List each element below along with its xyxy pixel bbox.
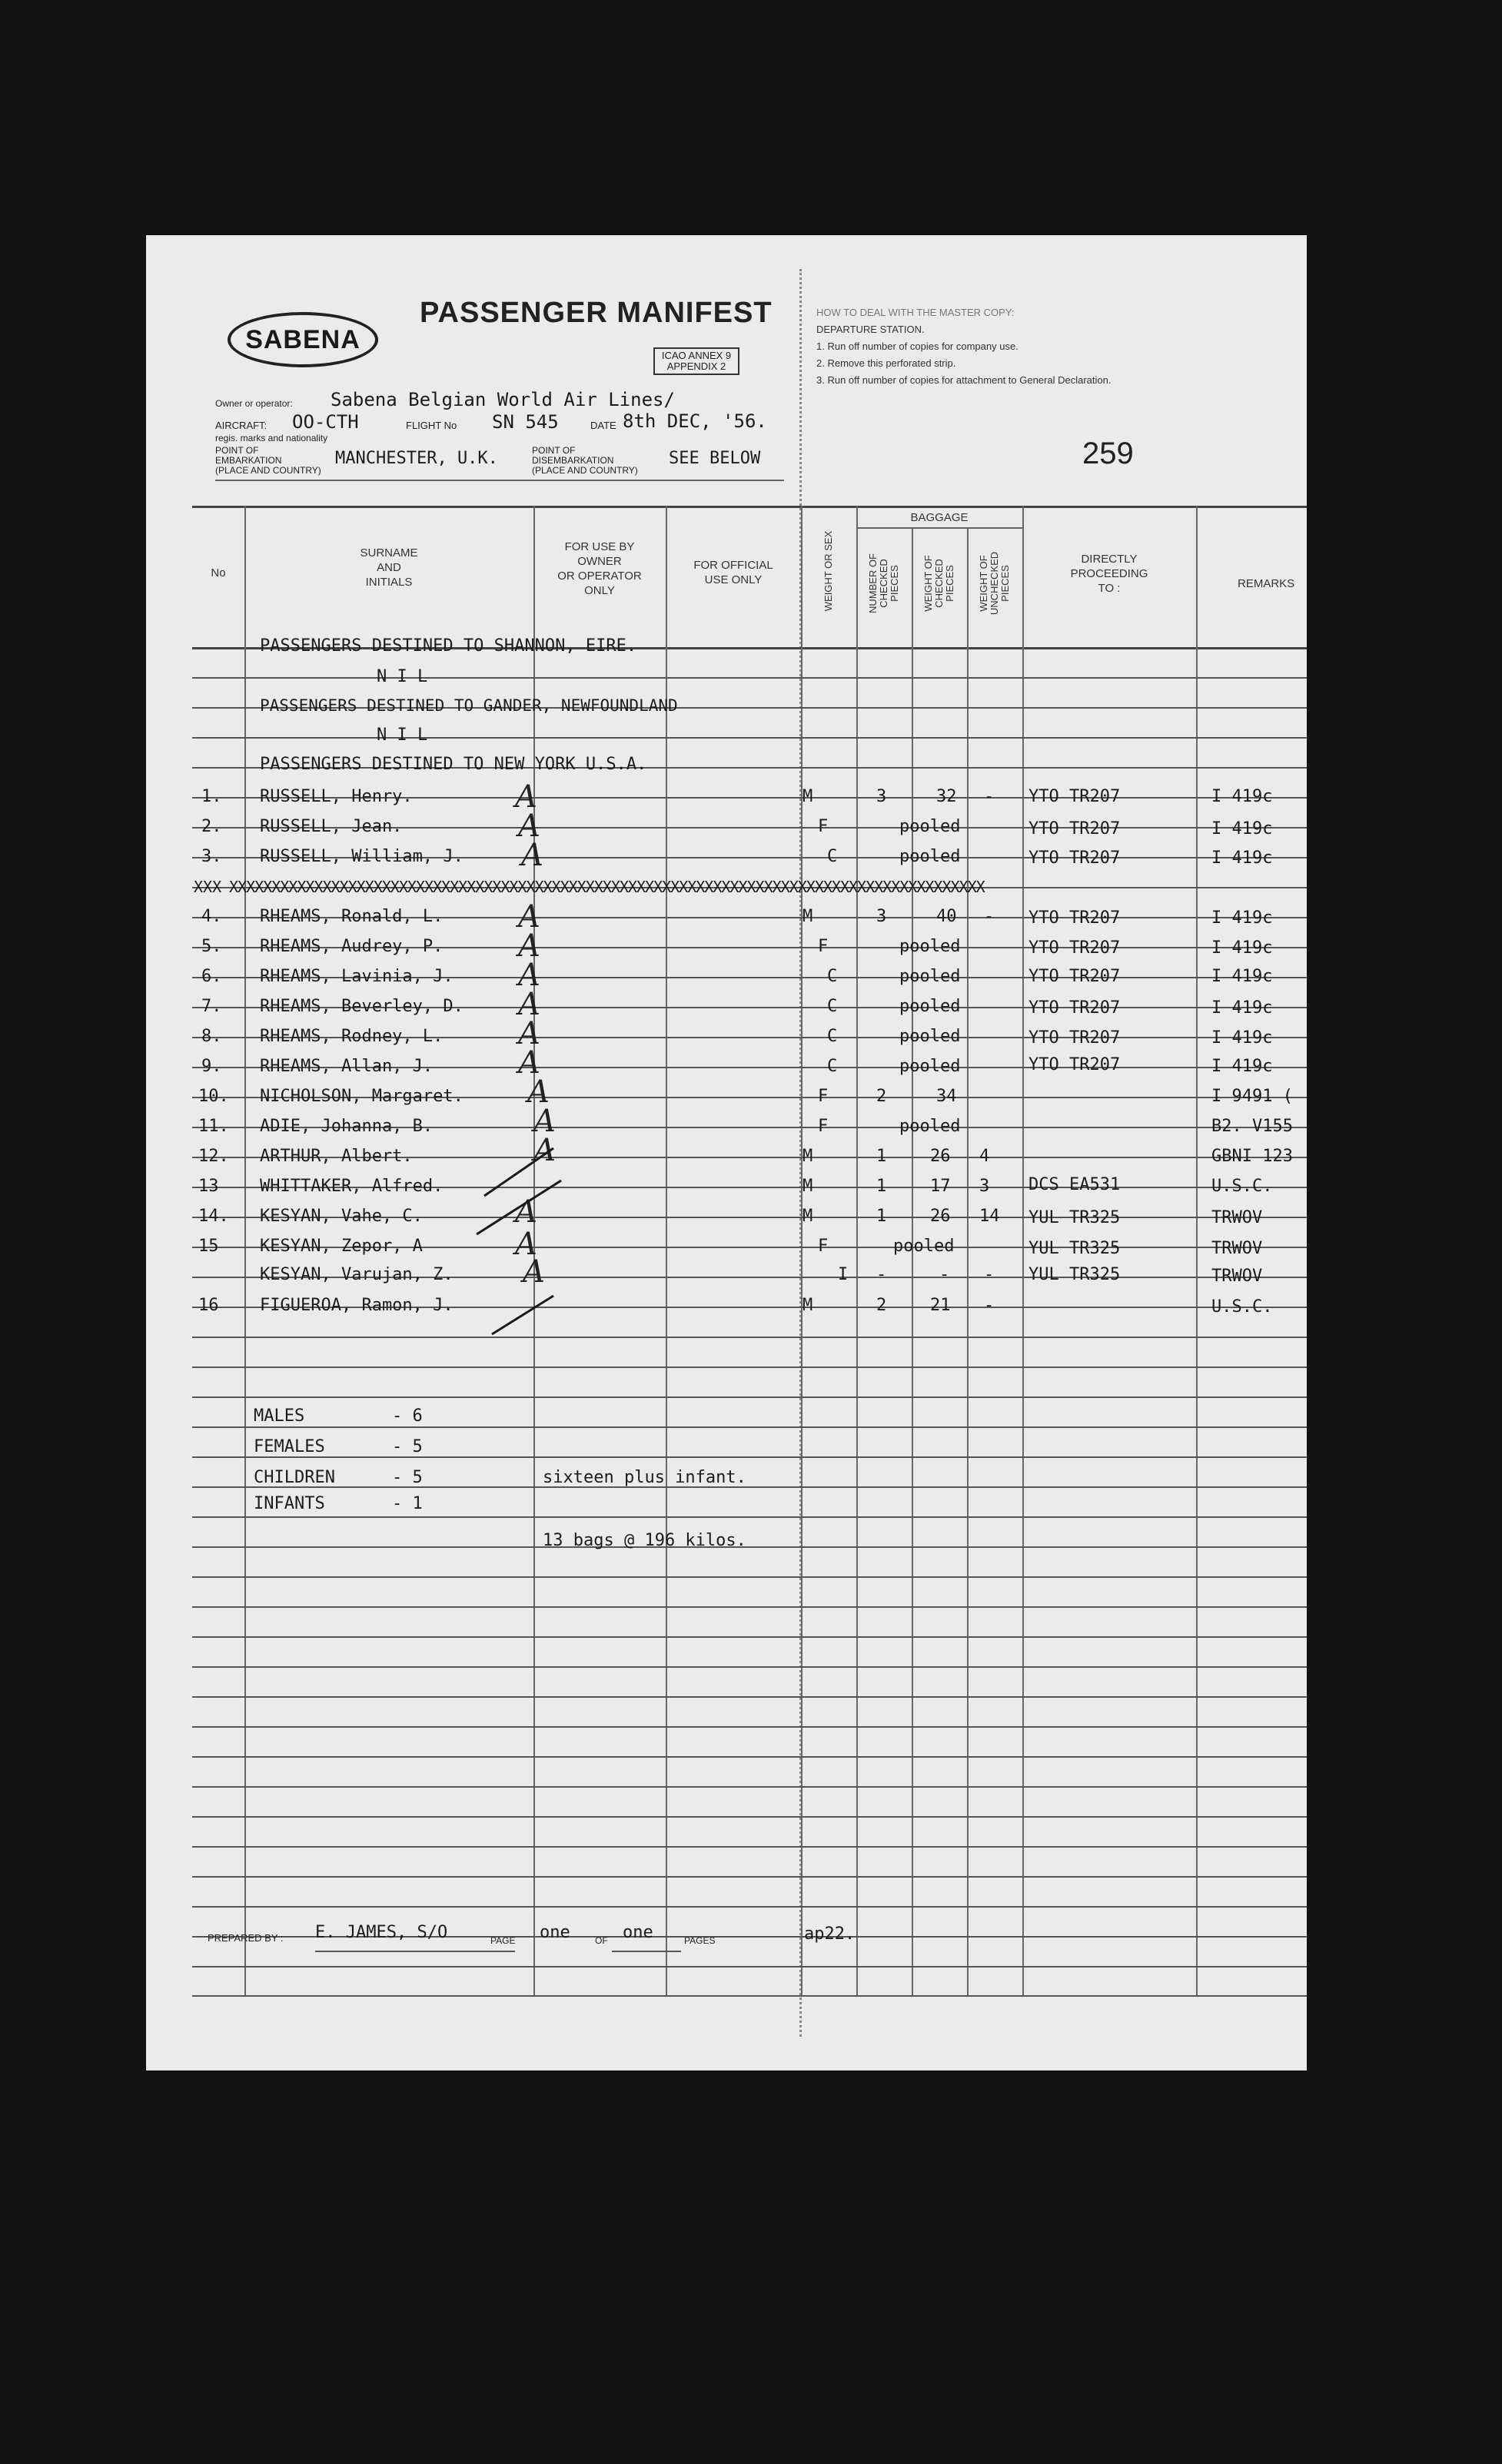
females-count: - 5 — [392, 1437, 423, 1456]
instructions — [816, 304, 1111, 389]
passenger-name: KESYAN, Vahe, C. — [260, 1207, 423, 1226]
manifest-sheet — [146, 235, 1307, 2070]
checked-pieces: 1 — [876, 1177, 887, 1196]
check-mark-icon: A — [523, 1254, 545, 1290]
sex: M — [803, 1177, 813, 1196]
check-mark-icon: A — [521, 838, 543, 873]
destination: YTO TR207 — [1028, 787, 1121, 806]
table-top-border — [192, 506, 1307, 508]
passenger-name: RUSSELL, Henry. — [260, 787, 413, 806]
row-number: 6. — [201, 967, 222, 986]
unchecked-weight: 14 — [979, 1207, 1000, 1226]
remarks: I 419c — [1211, 787, 1273, 806]
passenger-name: RUSSELL, Jean. — [260, 817, 403, 836]
col-header-remarks: REMARKS — [1238, 577, 1295, 590]
checked-pieces: 2 — [876, 1087, 887, 1106]
checked-weight: pooled — [899, 847, 961, 866]
page-label: PAGE — [490, 1935, 516, 1946]
checked-weight: pooled — [899, 1057, 961, 1076]
destination: YTO TR207 — [1028, 998, 1121, 1018]
destination: YTO TR207 — [1028, 908, 1121, 928]
remarks: I 419c — [1211, 1028, 1273, 1048]
passenger-name: RHEAMS, Lavinia, J. — [260, 967, 454, 986]
infants-count: - 1 — [392, 1494, 423, 1513]
passenger-name: RHEAMS, Audrey, P. — [260, 937, 444, 956]
col-header-baggage: BAGGAGE — [910, 511, 969, 524]
instruction-line-3: 2. Remove this perforated strip. — [816, 357, 956, 369]
sex: F — [818, 1087, 829, 1106]
check-mark-icon: A — [533, 1133, 556, 1168]
check-mark-icon: A — [518, 1016, 540, 1051]
row-number: 8. — [201, 1027, 222, 1046]
row-number: 15 — [198, 1237, 219, 1256]
infants-label: INFANTS — [254, 1494, 325, 1513]
prepared-by-underline — [315, 1951, 515, 1952]
passenger-name: RHEAMS, Ronald, L. — [260, 907, 444, 926]
checked-weight: 32 — [936, 787, 957, 806]
col-header-owner-use: FOR USE BY OWNER OR OPERATOR ONLY — [557, 540, 642, 597]
sex: F — [818, 817, 829, 836]
prepared-by-value: E. JAMES, S/O — [315, 1923, 448, 1942]
check-mark-icon: A — [527, 1074, 550, 1110]
remarks: I 419c — [1211, 1057, 1273, 1076]
remarks: TRWOV — [1211, 1208, 1263, 1227]
col-line-official — [801, 506, 803, 1997]
checked-weight: 26 — [930, 1147, 951, 1166]
col-header-official-use: FOR OFFICIAL USE ONLY — [693, 559, 773, 586]
remarks: I 419c — [1211, 908, 1273, 928]
checked-weight: pooled — [899, 1117, 961, 1136]
sex: C — [827, 1027, 838, 1046]
passenger-name: NICHOLSON, Margaret. — [260, 1087, 464, 1106]
passenger-name: RHEAMS, Beverley, D. — [260, 997, 464, 1016]
checked-weight: pooled — [899, 1027, 961, 1046]
checked-weight: pooled — [899, 937, 961, 956]
regis-label: regis. marks and nationality — [215, 433, 328, 443]
destination: YUL TR325 — [1028, 1239, 1121, 1258]
remarks: TRWOV — [1211, 1267, 1263, 1286]
check-mark-icon: A — [515, 1194, 537, 1230]
remarks: B2. V155 — [1211, 1117, 1293, 1136]
checked-weight: 17 — [930, 1177, 951, 1196]
col-header-weight-unchecked: WEIGHT OF UNCHECKED PIECES — [978, 551, 1011, 616]
date-label: DATE — [590, 420, 616, 431]
row-number: 3. — [201, 847, 222, 866]
row-number: 14. — [198, 1207, 229, 1226]
remarks: I 419c — [1211, 848, 1273, 868]
pages-label: PAGES — [684, 1935, 716, 1946]
col-line-dest — [1196, 506, 1198, 1997]
checked-weight: pooled — [899, 997, 961, 1016]
section-gander: PASSENGERS DESTINED TO GANDER, NEWFOUNDLAND — [260, 696, 678, 715]
unchecked-weight: - — [984, 1265, 995, 1284]
handwritten-stroke-icon — [454, 1142, 577, 1342]
col-line-owner — [666, 506, 667, 1997]
unchecked-weight: - — [984, 787, 995, 806]
destination: YTO TR207 — [1028, 819, 1121, 838]
row-number: 2. — [201, 817, 222, 836]
row-number: 12. — [198, 1147, 229, 1166]
remarks: I 9491 ( — [1211, 1087, 1293, 1106]
checked-pieces: 3 — [876, 907, 887, 926]
check-mark-icon: A — [518, 1045, 540, 1081]
section-shannon-nil: N I L — [377, 667, 428, 686]
section-new-york: PASSENGERS DESTINED TO NEW YORK U.S.A. — [260, 755, 647, 774]
destination: YTO TR207 — [1028, 1055, 1121, 1074]
unchecked-weight: - — [984, 1296, 995, 1315]
baggage-total-note: 13 bags @ 196 kilos. — [543, 1531, 746, 1550]
sex: C — [827, 1057, 838, 1076]
checked-pieces: 3 — [876, 787, 887, 806]
destination: DCS EA531 — [1028, 1175, 1121, 1194]
instruction-line-4: 3. Run off number of copies for attachment to General Declaration. — [816, 374, 1112, 386]
remarks: I 419c — [1211, 938, 1273, 958]
checked-weight: 21 — [930, 1296, 951, 1315]
checked-weight: pooled — [899, 817, 961, 836]
passenger-name: RUSSELL, William, J. — [260, 847, 464, 866]
remarks: I 419c — [1211, 998, 1273, 1018]
struck-entry: XXXXXXXXXXXXXXXXXXXXXXXXXXXXXXXXXXXXXXXXXXXXXXXXXXXXXXXXXXXXXXXXXXXXXXXXXXXXXXXXXXXXXXXXX — [229, 878, 985, 896]
passenger-name: KESYAN, Zepor, A — [260, 1237, 423, 1256]
col-line-no — [244, 506, 246, 1997]
check-mark-icon: A — [518, 958, 540, 993]
checked-weight: 34 — [936, 1087, 957, 1106]
of-value: one — [623, 1923, 653, 1942]
sex: F — [818, 1237, 829, 1256]
check-mark-icon: A — [518, 809, 540, 844]
row-number: XXX — [194, 878, 222, 896]
instruction-line-1: DEPARTURE STATION. — [816, 324, 925, 335]
checked-weight: - — [939, 1265, 950, 1284]
row-number: 11. — [198, 1117, 229, 1136]
embark-label: POINT OF EMBARKATION (PLACE AND COUNTRY) — [215, 445, 321, 476]
logo-text: SABENA — [245, 324, 361, 354]
sex: C — [827, 847, 838, 866]
destination: YTO TR207 — [1028, 848, 1121, 868]
destination: YUL TR325 — [1028, 1208, 1121, 1227]
disembark-value: SEE BELOW — [669, 449, 761, 468]
males-count: - 6 — [392, 1406, 423, 1426]
col-header-directly: DIRECTLY PROCEEDING TO : — [1070, 553, 1148, 595]
checked-weight: pooled — [893, 1237, 955, 1256]
baggage-underline — [856, 527, 1022, 529]
check-mark-icon: A — [515, 1227, 537, 1262]
sex: C — [827, 997, 838, 1016]
checked-pieces: 1 — [876, 1207, 887, 1226]
flight-label: FLIGHT No — [406, 420, 457, 431]
row-number: 10. — [198, 1087, 229, 1106]
row-number: 13 — [198, 1177, 219, 1196]
sex: M — [803, 1207, 813, 1226]
children-label: CHILDREN — [254, 1468, 335, 1487]
aircraft-label: AIRCRAFT: — [215, 420, 268, 431]
sex: F — [818, 1117, 829, 1136]
remarks: I 419c — [1211, 819, 1273, 838]
row-number: 5. — [201, 937, 222, 956]
sex: F — [818, 937, 829, 956]
of-label: OF — [595, 1935, 608, 1946]
aircraft-value: OO-CTH — [292, 411, 359, 433]
owner-value: Sabena Belgian World Air Lines/ — [331, 389, 675, 410]
sex: M — [803, 1296, 813, 1315]
check-mark-icon: A — [518, 928, 540, 964]
sabena-logo — [228, 312, 378, 367]
sex: I — [838, 1265, 849, 1284]
page-value: one — [540, 1923, 570, 1942]
col-line-sex — [856, 506, 858, 1997]
remarks: GBNI 123 — [1211, 1147, 1293, 1166]
destination: YTO TR207 — [1028, 967, 1121, 986]
passenger-name: RHEAMS, Allan, J. — [260, 1057, 434, 1076]
col-header-surname: SURNAME AND INITIALS — [360, 546, 418, 589]
destination: YTO TR207 — [1028, 1028, 1121, 1048]
col-header-no: No — [211, 566, 226, 579]
col-line-pcs — [912, 527, 913, 1997]
prepared-by-label: PREPARED BY : — [208, 1932, 284, 1944]
sex: M — [803, 787, 813, 806]
passenger-name: KESYAN, Varujan, Z. — [260, 1265, 454, 1284]
unchecked-weight: - — [984, 907, 995, 926]
sex: M — [803, 907, 813, 926]
row-number: 1. — [201, 787, 222, 806]
destination: YTO TR207 — [1028, 938, 1121, 958]
checked-pieces: 1 — [876, 1147, 887, 1166]
owner-label: Owner or operator: — [215, 398, 293, 409]
manifest-title: PASSENGER MANIFEST — [420, 297, 773, 329]
passenger-name: RHEAMS, Rodney, L. — [260, 1027, 444, 1046]
check-mark-icon: A — [515, 779, 537, 815]
checked-pieces: - — [876, 1265, 887, 1284]
row-number: 7. — [201, 997, 222, 1016]
section-shannon: PASSENGERS DESTINED TO SHANNON, EIRE. — [260, 636, 637, 656]
instruction-line-0: HOW TO DEAL WITH THE MASTER COPY: — [816, 307, 1015, 318]
passenger-name: FIGUEROA, Ramon, J. — [260, 1296, 454, 1315]
remarks: I 419c — [1211, 967, 1273, 986]
col-header-weight-checked: WEIGHT OF CHECKED PIECES — [922, 555, 955, 612]
remarks: U.S.C. — [1211, 1177, 1273, 1196]
embark-value: MANCHESTER, U.K. — [335, 449, 498, 468]
unchecked-weight: 4 — [979, 1147, 990, 1166]
remarks: TRWOV — [1211, 1239, 1263, 1258]
checked-weight: 26 — [930, 1207, 951, 1226]
sex: M — [803, 1147, 813, 1166]
row-number: 16 — [198, 1296, 219, 1315]
stamp-number: 259 — [1082, 437, 1134, 470]
disembark-label: POINT OF DISEMBARKATION (PLACE AND COUNTRY) — [532, 445, 638, 476]
icao-box: ICAO ANNEX 9 APPENDIX 2 — [653, 347, 739, 375]
passenger-name: WHITTAKER, Alfred. — [260, 1177, 444, 1196]
check-mark-icon: A — [533, 1104, 556, 1139]
of-underline — [612, 1951, 681, 1952]
checked-pieces: 2 — [876, 1296, 887, 1315]
remarks: U.S.C. — [1211, 1297, 1273, 1317]
header-underline — [215, 480, 784, 481]
sex: C — [827, 967, 838, 986]
unchecked-weight: 3 — [979, 1177, 990, 1196]
section-gander-nil: N I L — [377, 726, 428, 745]
passenger-name: ARTHUR, Albert. — [260, 1147, 413, 1166]
check-mark-icon: A — [518, 987, 540, 1022]
males-label: MALES — [254, 1406, 305, 1426]
females-label: FEMALES — [254, 1437, 325, 1456]
col-line-wt — [967, 527, 969, 1997]
instruction-line-2: 1. Run off number of copies for company use. — [816, 340, 1019, 352]
col-header-weight-sex: WEIGHT OR SEX — [822, 530, 834, 612]
flight-value: SN 545 — [492, 411, 559, 433]
children-count: - 5 — [392, 1468, 423, 1487]
checked-weight: 40 — [936, 907, 957, 926]
destination: YUL TR325 — [1028, 1265, 1121, 1284]
check-mark-icon: A — [518, 899, 540, 935]
col-header-num-checked: NUMBER OF CHECKED PIECES — [867, 553, 900, 613]
row-number: 4. — [201, 907, 222, 926]
checked-weight: pooled — [899, 967, 961, 986]
col-line-unch — [1022, 506, 1024, 1997]
passenger-count-note: sixteen plus infant. — [543, 1468, 746, 1487]
date-value: 8th DEC, '56. — [623, 410, 767, 432]
reference-code: ap22. — [804, 1924, 856, 1944]
passenger-name: ADIE, Johanna, B. — [260, 1117, 434, 1136]
row-number: 9. — [201, 1057, 222, 1076]
